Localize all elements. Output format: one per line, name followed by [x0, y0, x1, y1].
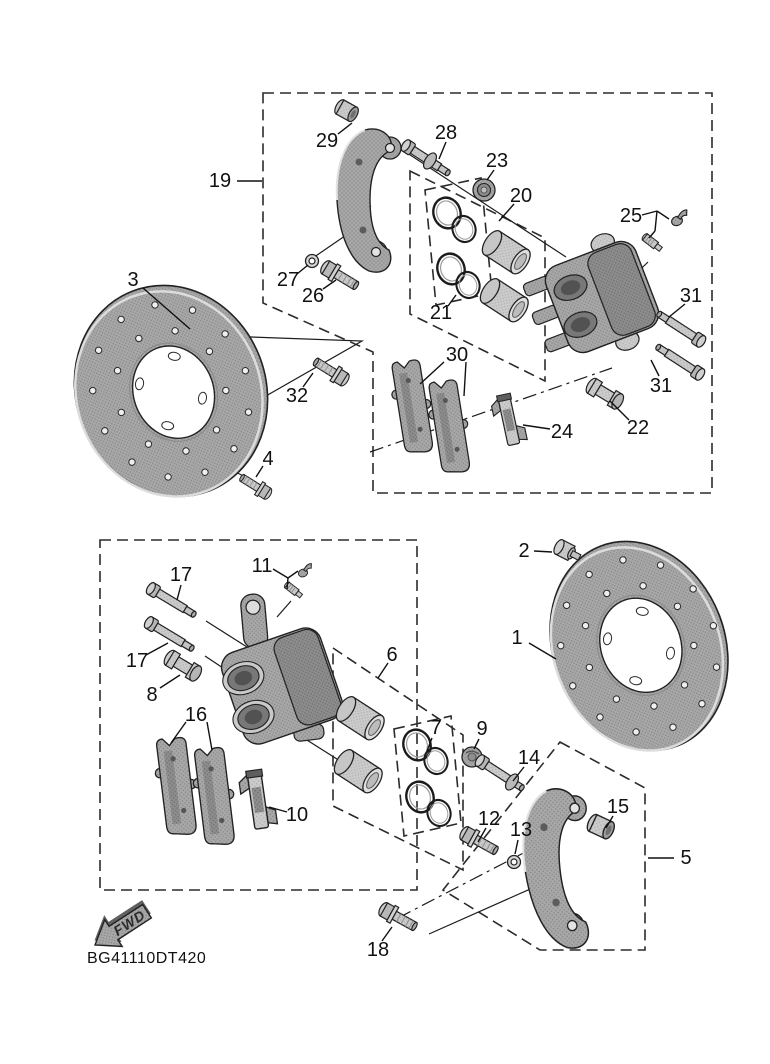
leader-line-25: [657, 211, 669, 219]
part-label-16: 16: [184, 704, 208, 726]
pistons-rear: [331, 693, 389, 796]
leader-line-11: [273, 569, 288, 578]
fwd-label: FWD: [110, 906, 149, 939]
part-label-11: 11: [251, 555, 273, 577]
pin-17-upper: [145, 581, 199, 621]
brake-pads-rear: [151, 736, 239, 848]
sleeve-22: [584, 376, 626, 411]
part-label-30: 30: [445, 344, 469, 366]
leader-line-25: [642, 211, 657, 215]
part-label-14: 14: [517, 747, 541, 769]
fwd-arrow: [84, 893, 157, 958]
diagram-code: BG41110DT420: [87, 950, 207, 967]
bleeder-cap-25: [669, 210, 690, 228]
nut-23: [473, 179, 495, 201]
leader-line-29: [338, 123, 352, 134]
part-label-17: 17: [169, 564, 193, 586]
caliper-body-rear: [195, 575, 352, 765]
leader-line-31: [651, 360, 659, 376]
part-label-28: 28: [434, 122, 458, 144]
part-label-13: 13: [509, 819, 533, 841]
pistons-front: [477, 227, 535, 325]
caliper-body-front: [514, 225, 668, 378]
part-label-32: 32: [285, 385, 309, 407]
leader-line-17: [177, 585, 181, 600]
piston-seals-rear: [399, 726, 454, 829]
part-label-10: 10: [285, 804, 309, 826]
washer-13: [508, 856, 521, 869]
part-label-1: 1: [511, 627, 523, 649]
bolt-2: [552, 538, 583, 565]
leader-line-16: [207, 722, 212, 750]
part-label-19: 19: [208, 170, 232, 192]
leader-line-2: [534, 551, 552, 552]
piston-seals-front: [429, 194, 483, 301]
bleeder-screw-11: [283, 581, 303, 599]
part-label-12: 12: [477, 808, 501, 830]
part-label-25: 25: [619, 205, 643, 227]
part-label-21: 21: [429, 302, 453, 324]
part-label-29: 29: [315, 130, 339, 152]
leader-line-30: [420, 362, 444, 384]
pin-17-lower: [143, 615, 197, 655]
leader-line-28: [439, 142, 446, 159]
sleeve-8: [162, 648, 204, 683]
pin-31-upper: [654, 308, 708, 349]
part-label-31: 31: [679, 285, 703, 307]
bolt-4: [237, 470, 275, 501]
part-label-31: 31: [649, 375, 673, 397]
leader-line-17: [146, 643, 168, 655]
part-label-20: 20: [509, 185, 533, 207]
part-label-4: 4: [262, 448, 274, 470]
part-label-17: 17: [125, 650, 149, 672]
leader-line-25: [655, 211, 657, 231]
leader-line-26: [323, 280, 336, 289]
part-label-23: 23: [485, 150, 509, 172]
bleeder-screw-25: [641, 233, 663, 253]
bracket-rear: [517, 786, 601, 953]
leader-line-13: [515, 840, 518, 854]
part-label-8: 8: [146, 684, 158, 706]
leader-line-11: [287, 578, 288, 589]
part-label-18: 18: [366, 939, 390, 961]
bushing-29: [333, 98, 361, 123]
bracket-front: [337, 129, 401, 272]
leader-line-24: [523, 425, 550, 429]
leader-line-8: [160, 675, 180, 688]
part-label-26: 26: [301, 285, 325, 307]
leader-line-11: [288, 571, 298, 578]
bleeder-cap-11: [296, 563, 314, 578]
leader-line-30: [464, 362, 466, 396]
part-label-3: 3: [127, 269, 139, 291]
part-label-22: 22: [626, 417, 650, 439]
pad-spring-front: [490, 392, 528, 448]
part-label-6: 6: [386, 644, 398, 666]
bolt-18: [376, 900, 420, 936]
part-label-2: 2: [518, 540, 530, 562]
pad-spring-rear: [238, 768, 278, 831]
part-label-5: 5: [680, 847, 692, 869]
part-label-24: 24: [550, 421, 574, 443]
part-label-15: 15: [606, 796, 630, 818]
part-label-27: 27: [276, 269, 300, 291]
part-label-7: 7: [430, 717, 442, 739]
part-label-9: 9: [476, 718, 488, 740]
brake-pads-front: [387, 358, 475, 476]
